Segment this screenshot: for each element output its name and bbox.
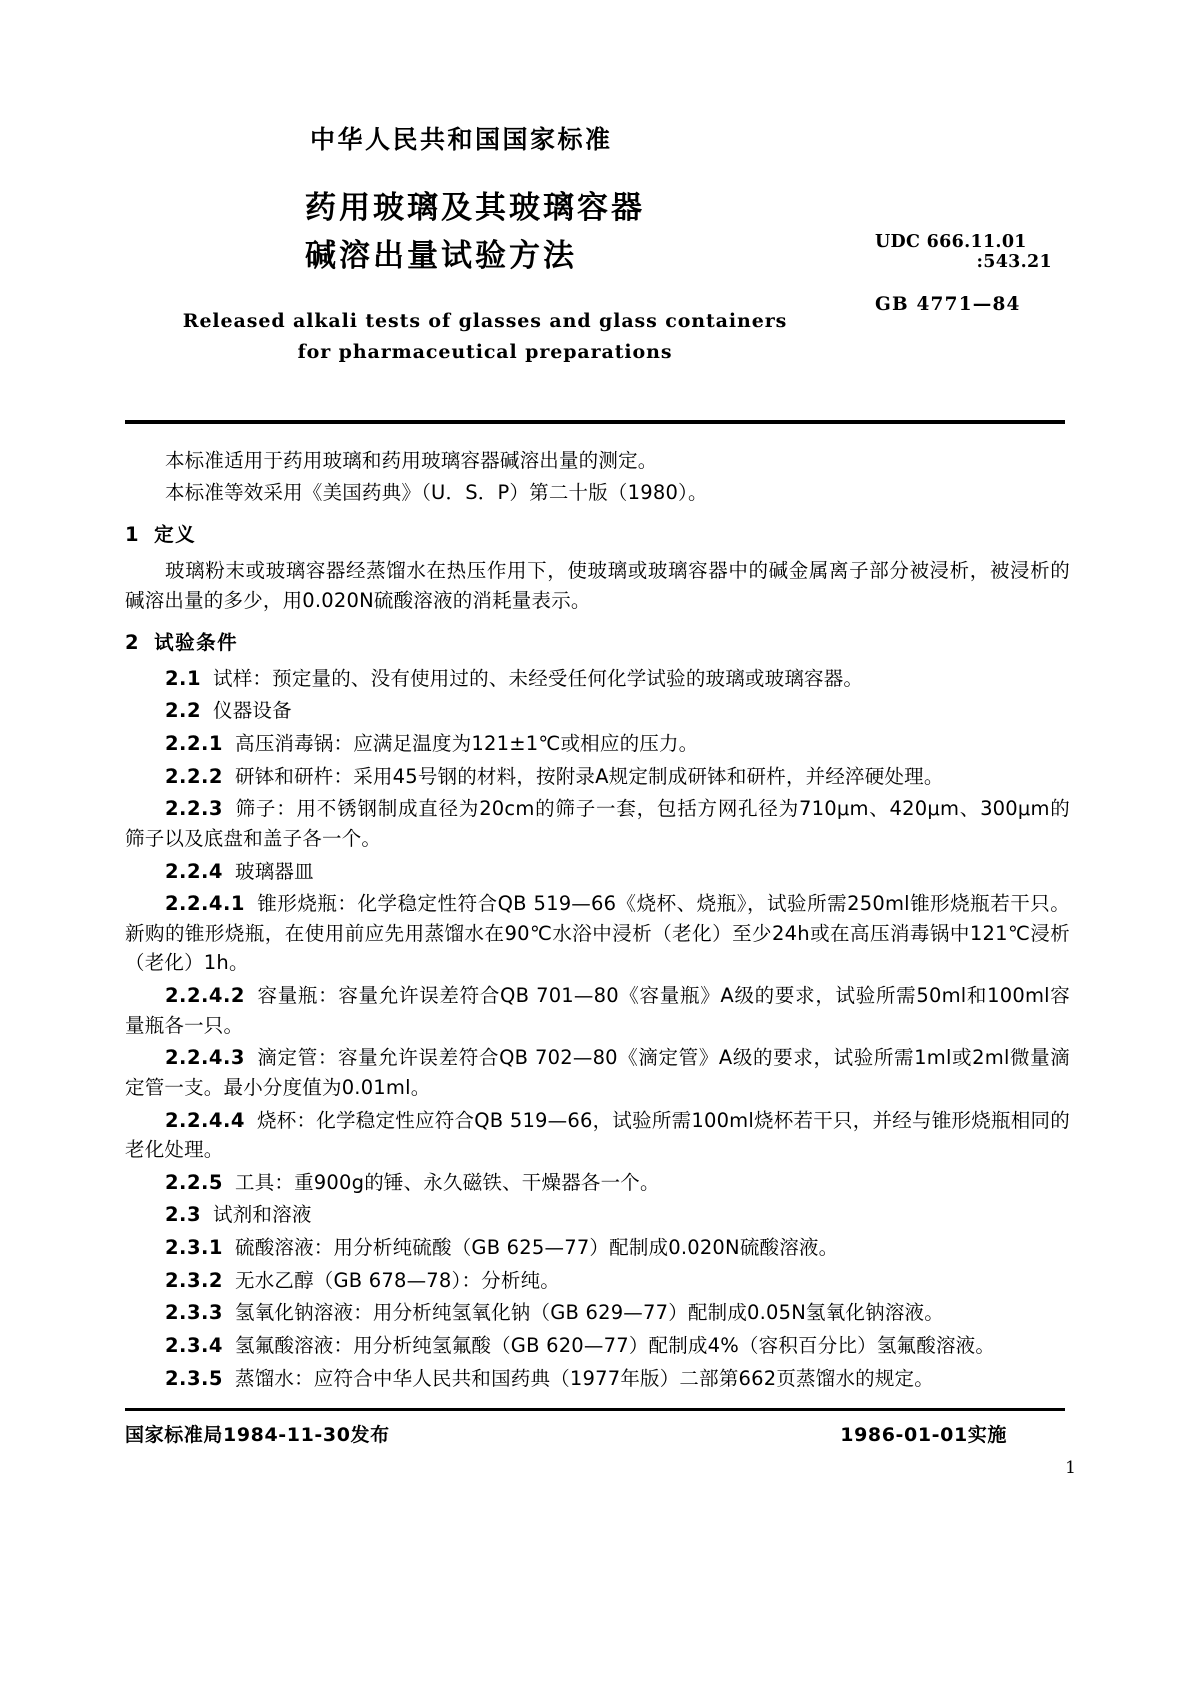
clause-2-3-5 [125, 1364, 1070, 1394]
english-title-line2: for pharmaceutical preparations [297, 340, 673, 363]
clause-2-3-5-number: 2.3.5 [164, 1366, 223, 1390]
standard-number: GB 4771—84 [875, 294, 1021, 315]
clause-2-3-4 [125, 1331, 1070, 1361]
clause-2-2-4-1-text: 锥形烧瓶：化学稳定性符合QB 519—66《烧杯、烧瓶》，试验所需250ml锥形烧瓶若干只。新购的锥形烧瓶，在使用前应先用蒸馏水在90℃水浴中浸析（老化）至少24h或在高压消毒锅中121℃浸析（老化）1h。 [125, 892, 1070, 975]
clause-2-2-1 [125, 729, 1070, 759]
clause-2-3 [125, 1200, 1070, 1230]
clause-2-2-4-4 [125, 1106, 1070, 1165]
clause-2-2-1-number: 2.2.1 [164, 732, 223, 755]
clause-2-2-4-3-text: 滴定管：容量允许误差符合QB 702—80《滴定管》A级的要求，试验所需1ml或2ml微量滴定管一支。最小分度值为0.01ml。 [125, 1046, 1070, 1099]
clause-2-2-4-2-number: 2.2.4.2 [164, 984, 245, 1007]
document-footer [125, 1420, 1065, 1447]
section-1-title: 定义 [154, 523, 197, 547]
clause-2-2-4-4-number: 2.2.4.4 [164, 1108, 245, 1132]
document-header [125, 120, 1065, 368]
clause-2-2-4-3 [125, 1043, 1070, 1102]
clause-2-2-4-1 [125, 889, 1070, 978]
issue-date: 国家标准局1984-11-30发布 [125, 1424, 390, 1446]
document-body [125, 446, 1070, 1395]
intro-line-2: 本标准等效采用《美国药典》（U．S．P）第二十版（1980）。 [164, 480, 708, 504]
clause-2-3-2-number: 2.3.2 [164, 1268, 223, 1292]
clause-2-1 [125, 664, 1070, 694]
clause-2-3-3-text: 氢氧化钠溶液：用分析纯氢氧化钠（GB 629—77）配制成0.05N氢氧化钠溶液。 [235, 1301, 944, 1325]
clause-2-2-3-text: 筛子：用不锈钢制成直径为20cm的筛子一套，包括方网孔径为710μm、420μm、300μm的筛子以及底盘和盖子各一个。 [125, 797, 1070, 850]
clause-2-2-4-text: 玻璃器皿 [235, 859, 314, 883]
page-number: 1 [1065, 1458, 1076, 1478]
standard-codes [875, 232, 1060, 315]
clause-2-2-3 [125, 794, 1070, 853]
clause-2-2-4-3-number: 2.2.4.3 [164, 1046, 245, 1070]
chinese-title-line1: 药用玻璃及其玻璃容器 [305, 190, 645, 226]
title-block [125, 184, 1065, 315]
clause-2-2-2-number: 2.2.2 [164, 764, 223, 788]
national-standard-label: 中华人民共和国国家标准 [310, 125, 613, 154]
section-1-body: 玻璃粉末或玻璃容器经蒸馏水在热压作用下，使玻璃或玻璃容器中的碱金属离子部分被浸析，被浸析的碱溶出量的多少，用0.020N硫酸溶液的消耗量表示。 [125, 558, 1070, 612]
clause-2-2-4-2 [125, 981, 1070, 1040]
clause-2-3-1 [125, 1233, 1070, 1263]
clause-2-2-5-number: 2.2.5 [164, 1170, 223, 1194]
clause-2-3-4-number: 2.3.4 [164, 1333, 223, 1357]
header-divider-rule [125, 420, 1065, 424]
clause-2-3-text: 试剂和溶液 [213, 1203, 312, 1227]
clause-2-2-number: 2.2 [164, 699, 202, 723]
udc-code-line2: :543.21 [976, 252, 1052, 272]
clause-2-3-4-text: 氢氟酸溶液：用分析纯氢氟酸（GB 620—77）配制成4%（容积百分比）氢氟酸溶液。 [235, 1333, 996, 1357]
clause-2-3-3-number: 2.3.3 [164, 1301, 223, 1325]
section-2-title: 试验条件 [154, 631, 239, 655]
clause-2-3-2 [125, 1266, 1070, 1296]
section-1-heading [125, 520, 1070, 550]
clause-2-2-text: 仪器设备 [213, 699, 292, 723]
english-title-line1: Released alkali tests of glasses and glass containers [182, 310, 788, 333]
clause-2-3-1-text: 硫酸溶液：用分析纯硫酸（GB 625—77）配制成0.020N硫酸溶液。 [235, 1236, 839, 1259]
clause-2-2-3-number: 2.2.3 [164, 797, 223, 821]
footer-divider-rule [125, 1408, 1065, 1411]
clause-2-3-5-text: 蒸馏水：应符合中华人民共和国药典（1977年版）二部第662页蒸馏水的规定。 [235, 1366, 934, 1390]
clause-2-1-number: 2.1 [164, 666, 202, 690]
udc-code-line1: UDC 666.11.01 [875, 232, 1027, 252]
clause-2-3-2-text: 无水乙醇（GB 678—78）：分析纯。 [235, 1268, 560, 1292]
effective-date: 1986-01-01实施 [840, 1424, 1007, 1446]
section-2-number: 2 [125, 631, 141, 655]
intro-line-1: 本标准适用于药用玻璃和药用玻璃容器碱溶出量的测定。 [164, 449, 658, 472]
clause-2-3-1-number: 2.3.1 [164, 1236, 223, 1259]
section-2-heading [125, 628, 1070, 658]
clause-2-2-2 [125, 762, 1070, 792]
clause-2-2-5-text: 工具：重900g的锤、永久磁铁、干燥器各一个。 [235, 1170, 660, 1194]
clause-2-2-4-4-text: 烧杯：化学稳定性应符合QB 519—66，试验所需100ml烧杯若干只，并经与锥形烧瓶相同的老化处理。 [125, 1108, 1070, 1162]
clause-2-2-4-number: 2.2.4 [164, 859, 223, 883]
clause-2-2-4-2-text: 容量瓶：容量允许误差符合QB 701—80《容量瓶》A级的要求，试验所需50ml和100ml容量瓶各一只。 [125, 984, 1070, 1037]
english-title [125, 306, 1065, 368]
clause-2-2-2-text: 研钵和研杵：采用45号钢的材料，按附录A规定制成研钵和研杵，并经淬硬处理。 [235, 764, 944, 788]
clause-2-3-3 [125, 1298, 1070, 1328]
section-1-number: 1 [125, 523, 141, 547]
clause-2-2-4-1-number: 2.2.4.1 [164, 892, 245, 916]
clause-2-3-number: 2.3 [164, 1203, 202, 1227]
clause-2-2 [125, 696, 1070, 726]
clause-2-2-4 [125, 857, 1070, 887]
clause-2-2-1-text: 高压消毒锅：应满足温度为121±1℃或相应的压力。 [235, 732, 699, 755]
clause-2-2-5 [125, 1168, 1070, 1198]
chinese-title-line2: 碱溶出量试验方法 [305, 238, 577, 275]
clause-2-1-text: 试样：预定量的、没有使用过的、未经受任何化学试验的玻璃或玻璃容器。 [213, 666, 864, 690]
